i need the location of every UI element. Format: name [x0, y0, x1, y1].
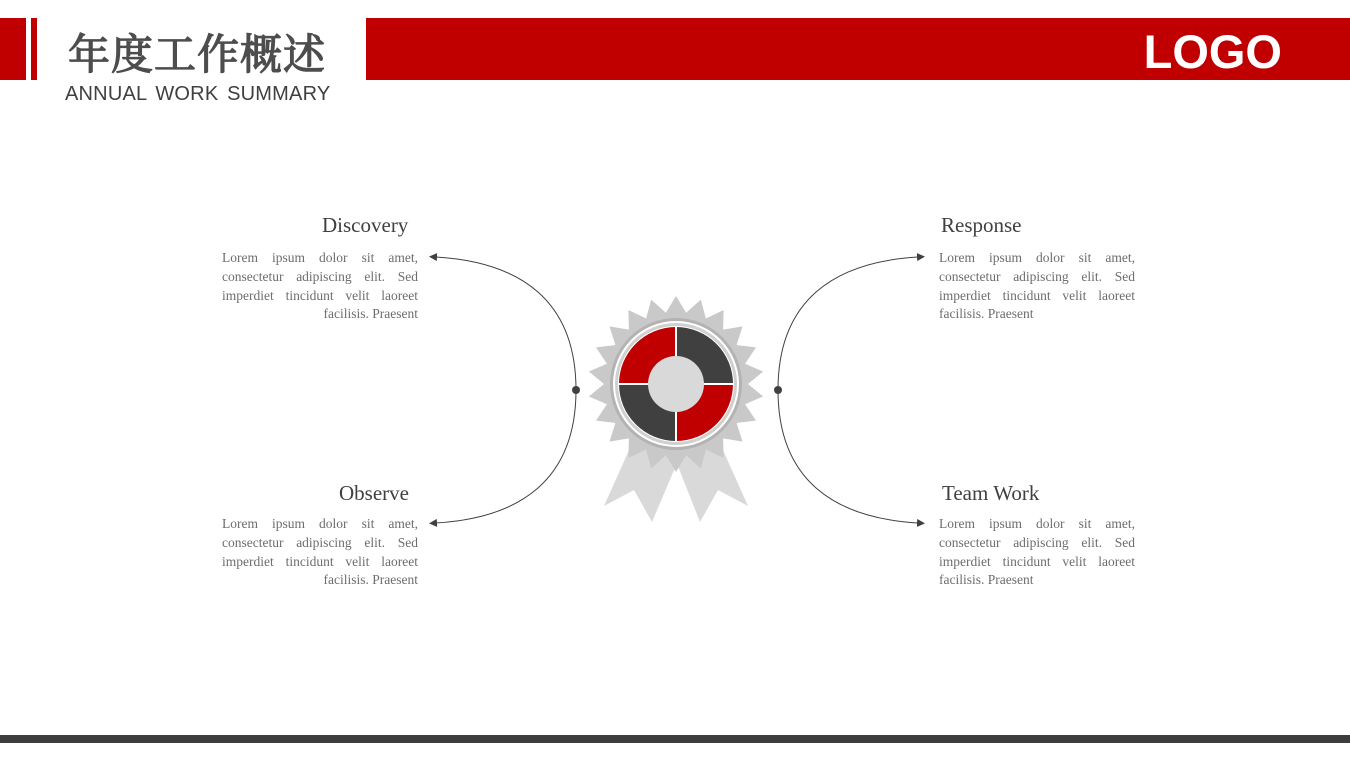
item-title-observe: Observe — [339, 481, 409, 505]
connector-discovery — [436, 257, 576, 390]
connector-dot-left — [572, 386, 580, 394]
item-title-discovery: Discovery — [322, 213, 409, 237]
connector-observe — [436, 390, 576, 523]
footer-bar — [0, 735, 1350, 743]
item-text-discovery: Lorem ipsum dolor sit amet, consectetur adipiscing elit. Sed imperdiet tincidunt velit laoreet facilisis. Praesent — [222, 250, 418, 322]
connector-teamwork — [778, 390, 918, 523]
item-text-teamwork: Lorem ipsum dolor sit amet, consectetur adipiscing elit. Sed imperdiet tincidunt velit laoreet facilisis. Praesent — [939, 516, 1135, 588]
item-title-teamwork: Team Work — [942, 481, 1040, 505]
connector-dot-right — [774, 386, 782, 394]
logo: LOGO — [1143, 25, 1282, 78]
connector-response — [778, 257, 918, 390]
page-title: 年度工作概述 — [68, 30, 327, 79]
item-text-response: Lorem ipsum dolor sit amet, consectetur adipiscing elit. Sed imperdiet tincidunt velit laoreet facilisis. Praesent — [939, 250, 1135, 322]
item-text-observe: Lorem ipsum dolor sit amet, consectetur adipiscing elit. Sed imperdiet tincidunt velit laoreet facilisis. Praesent — [222, 516, 418, 588]
page-subtitle: ANNUAL WORK SUMMARY — [65, 83, 331, 105]
badge-center — [648, 356, 704, 412]
award-badge-icon — [589, 296, 763, 522]
item-title-response: Response — [941, 213, 1022, 237]
